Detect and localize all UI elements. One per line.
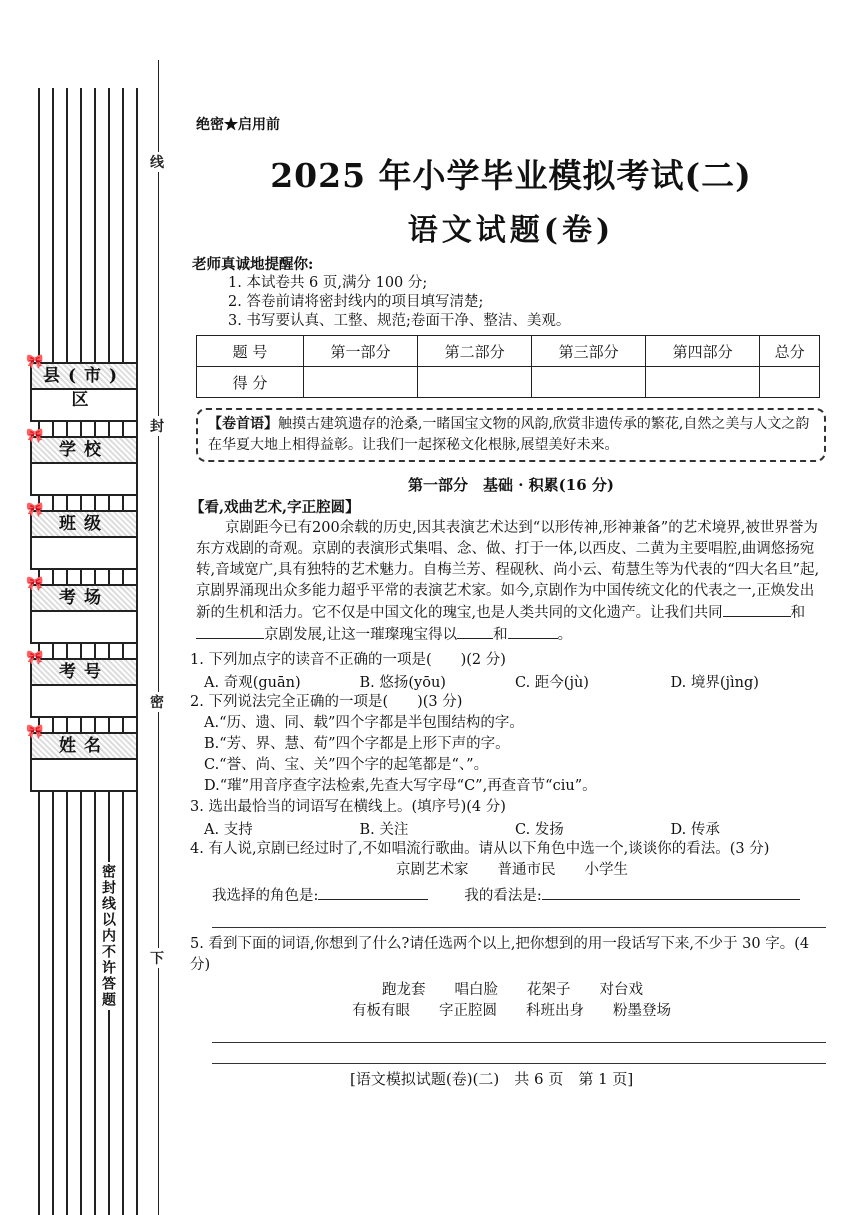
bow-icon: 🎀 (26, 502, 52, 518)
table-header: 第四部分 (646, 336, 760, 367)
role-label: 我选择的角色是: (212, 888, 319, 904)
section-title: 第一部分 基础 · 积累(16 分) (408, 476, 614, 494)
q3-options (196, 818, 826, 839)
q4-roles: 京剧艺术家 普通市民 小学生 (396, 862, 628, 878)
seal-mark-feng: 封 (150, 416, 164, 436)
passage-text: 京剧发展,让这一璀璨瑰宝得以 (264, 627, 458, 643)
preface-label: 【卷首语】 (208, 416, 278, 432)
binding-line (136, 88, 138, 1215)
passage-text: 。 (557, 627, 573, 643)
question-5: 5. 看到下面的词语,你想到了什么?请任选两个以上,把你想到的用一段话写下来,不少于 30 字。(4 分) (190, 936, 810, 973)
answer-line[interactable] (212, 907, 826, 928)
exam-room-label: 考场 (59, 588, 109, 608)
seal-mark-xia: 下 (150, 948, 164, 968)
question-1: 1. 下列加点字的读音不正确的一项是( )(2 分) (190, 652, 506, 668)
view-label: 我的看法是: (464, 888, 542, 904)
option[interactable]: D. 传承 (670, 822, 720, 838)
binding-line (80, 88, 82, 1215)
score-cell[interactable] (646, 367, 760, 398)
reminders-lead: 老师真诚地提醒你: (192, 256, 314, 273)
page-footer: [语文模拟试题(卷)(二) 共 6 页 第 1 页] (350, 1070, 634, 1088)
score-cell[interactable] (760, 367, 820, 398)
bow-icon: 🎀 (26, 650, 52, 666)
q5-words-row2: 有板有眼 字正腔圆 科班出身 粉墨登场 (352, 1003, 671, 1019)
county-field[interactable] (26, 354, 138, 422)
preface-box (196, 408, 826, 462)
exam-title: 2025 年小学毕业模拟考试(二) (270, 156, 752, 195)
score-cell[interactable] (418, 367, 532, 398)
q4-answer-row (196, 885, 826, 907)
binding-line (66, 88, 68, 1215)
fill-blank-3[interactable] (457, 624, 493, 639)
reminder-item: 1. 本试卷共 6 页,满分 100 分; (228, 275, 428, 291)
option[interactable]: C.“誉、尚、宝、关”四个字的起笔都是“、”。 (204, 757, 489, 773)
table-header: 第一部分 (304, 336, 418, 367)
table-header: 第二部分 (418, 336, 532, 367)
bow-icon: 🎀 (26, 724, 52, 740)
class-field[interactable] (26, 502, 138, 570)
table-header: 总分 (760, 336, 820, 367)
bow-icon: 🎀 (26, 428, 52, 444)
exam-number-field[interactable] (26, 650, 138, 718)
seal-mark-xian: 线 (150, 152, 164, 172)
binding-line (52, 88, 54, 1215)
question-4: 4. 有人说,京剧已经过时了,不如唱流行歌曲。请从以下角色中选一个,谈谈你的看法。(3 分) (190, 841, 770, 857)
class-label: 班级 (59, 514, 109, 534)
bow-icon: 🎀 (26, 354, 52, 370)
table-header: 题 号 (197, 336, 304, 367)
option[interactable]: A.“历、遗、同、载”四个字都是半包围结构的字。 (204, 715, 524, 731)
seal-mark-mi: 密 (150, 692, 164, 712)
reminder-item: 3. 书写要认真、工整、规范;卷面干净、整洁、美观。 (228, 313, 571, 329)
option[interactable]: C. 发扬 (515, 822, 564, 838)
option[interactable]: C. 距今(jù) (515, 675, 589, 691)
school-field[interactable] (26, 428, 138, 496)
bow-icon: 🎀 (26, 576, 52, 592)
score-cell[interactable] (532, 367, 646, 398)
name-field[interactable] (26, 724, 138, 792)
option[interactable]: A. 奇观(guān) (204, 675, 301, 691)
table-row (197, 336, 820, 367)
passage-text: 和 (493, 627, 508, 643)
passage-text: 和 (790, 605, 806, 621)
question-3: 3. 选出最恰当的词语写在横线上。(填序号)(4 分) (190, 799, 506, 815)
binding-line (108, 88, 110, 1215)
no-answer-warning: 密封线以内不许答题 (100, 864, 116, 1008)
score-row-label: 得 分 (197, 367, 304, 398)
preface-text: 触摸古建筑遗存的沧桑,一睹国宝文物的风韵,欣赏非遗传承的繁花,自然之美与人文之韵在华夏大地上相得益彰。让我们一起探秘文化根脉,展望美好未来。 (208, 416, 810, 453)
option[interactable]: B.“芳、界、慧、荀”四个字都是上形下声的字。 (204, 736, 510, 752)
seal-line (158, 60, 159, 1215)
question-2: 2. 下列说法完全正确的一项是( )(3 分) (190, 694, 463, 710)
table-row (197, 367, 820, 398)
option[interactable]: D. 境界(jìng) (670, 675, 759, 691)
exam-subtitle: 语文试题(卷) (407, 213, 615, 248)
confidential-note: 绝密★启用前 (196, 117, 280, 133)
passage-text: 京剧距今已有200余载的历史,因其表演艺术达到“以形传神,形神兼备”的艺术境界,被世界誉为东方戏剧的奇观。京剧的表演形式集唱、念、做、打于一体,以西皮、二黄为主要唱腔,曲调悠扬宛转,音域宽广,具有独特的艺术魅力。自梅兰芳、程砚秋、尚小云、荀慧生等为代表的“四大名旦”起,京剧界涌现出众多能力超乎平常的表演艺术家。如今,京剧作为中国传统文化的代表之一,正焕发出新的生机和活力。它不仅是中国文化的瑰宝,也是人类共同的文化遗产。让我们共同 (196, 520, 820, 621)
score-table (196, 335, 820, 398)
school-label: 学校 (59, 440, 109, 460)
table-header: 第三部分 (532, 336, 646, 367)
q1-options (196, 671, 826, 692)
binding-line (122, 88, 124, 1215)
exam-room-field[interactable] (26, 576, 138, 644)
score-cell[interactable] (304, 367, 418, 398)
view-input[interactable] (542, 885, 800, 900)
answer-line[interactable] (212, 1022, 826, 1043)
reminder-item: 2. 答卷前请将密封线内的项目填写清楚; (228, 294, 484, 310)
binding-line (94, 88, 96, 1215)
fill-blank-1[interactable] (723, 602, 791, 617)
reminders (192, 255, 826, 331)
option[interactable]: D.“璀”用音序查字法检索,先查大写字母“C”,再查音节“ciu”。 (204, 778, 597, 794)
fill-blank-2[interactable] (196, 624, 264, 639)
passage (196, 518, 826, 646)
option[interactable]: B. 关注 (359, 822, 409, 838)
q5-words-row1: 跑龙套 唱白脸 花架子 对台戏 (382, 982, 643, 998)
answer-line[interactable] (212, 1043, 826, 1064)
option[interactable]: B. 悠扬(yōu) (359, 675, 446, 691)
name-label: 姓名 (59, 736, 109, 756)
fill-blank-4[interactable] (508, 624, 558, 639)
county-label: 县(市)区 (42, 366, 126, 410)
option[interactable]: A. 支持 (204, 822, 253, 838)
section-heading: 【看,戏曲艺术,字正腔圆】 (190, 499, 360, 516)
exam-number-label: 考号 (59, 662, 109, 682)
role-input[interactable] (318, 885, 428, 900)
